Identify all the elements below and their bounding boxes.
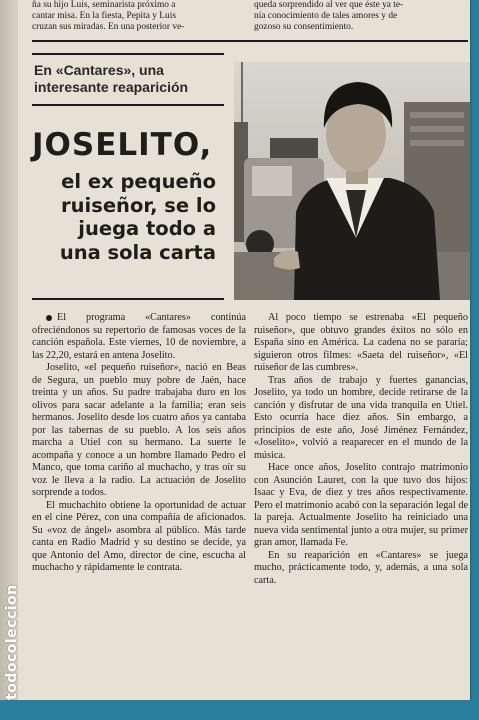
- top-right-line: queda sorprendido al ver que éste ya te-: [254, 0, 404, 10]
- top-left-column: [32, 0, 244, 34]
- top-right-line: gozoso su consentimiento.: [254, 22, 354, 33]
- bullet-icon: [46, 315, 52, 321]
- top-right-column: [254, 0, 468, 34]
- body-paragraph: El muchachito obtiene la oportunidad de actuar en el cine Pérez, con una compañía de aficionados. Su «voz de ángel» asombra al público. Más tarde canta en Radio Madrid y su destino se decide, ya que Antonio del Amo, director de cine, escucha al muchacho y rápidamente le contrata.: [32, 499, 246, 573]
- top-left-line: cantar misa. En la fiesta, Pepita y Luis: [32, 11, 176, 22]
- article-subheadline: el ex pequeño ruiseñor, se lo juega todo a una sola carta: [59, 170, 216, 264]
- background-strip: [0, 700, 479, 720]
- body-paragraph: En su reaparición en «Cantares» se juega mucho, prácticamente todo, y, además, a una sola carta.: [254, 549, 468, 586]
- top-left-line: cruzan sus miradas. En una posterior ve-: [32, 22, 185, 33]
- watermark-text: todocoleccion: [4, 584, 20, 700]
- newspaper-page: [18, 0, 470, 700]
- article-kicker: En «Cantares», una interesante reaparición: [34, 62, 189, 95]
- body-paragraph: Joselito, «el pequeño ruiseñor», nació en Beas de Segura, un pueblo muy pobre de Jaén, hace treinta y un años. Su padre trabajaba duro en los olivos para sacar adelante a la familia; eran seis hermanos. Joselito desde los cuatro años ya cantaba por las tabernas de su pueblo. A los seis años marcha a Utiel con su hermano. La suerte le acompaña y conoce a un hombre llamado Pedro el Manco, que toma cariño al muchacho, y tras oír su voz le lleva a la radio. La actuación de Joselito sorprende a todos.: [32, 362, 246, 498]
- body-paragraph: Tras años de trabajo y fuertes ganancias, Joselito, ya todo un hombre, decide retirarse de la canción y disfrutar de una vida tranquila en Utiel. Esto ocurría hace diez años. Sin embargo, a principios de este año, José Jiménez Fernández, «Joselito», volvió a reaparecer en el mundo de la música.: [254, 374, 468, 461]
- body-paragraph-text: El programa «Cantares» continúa ofreciéndonos su repertorio de famosas voces de la canción española. Este viernes, 10 de noviembre, a las 22,20, estará en antena Joselito.: [32, 312, 246, 361]
- headline-rule: [32, 298, 224, 300]
- top-left-line: ña su hijo Luis, seminarista próximo a: [32, 0, 176, 10]
- section-divider: [32, 40, 468, 42]
- kicker-rule-bottom: [32, 104, 224, 106]
- article-body-left: [32, 312, 246, 575]
- body-paragraph: Al poco tiempo se estrenaba «El pequeño ruiseñor», que obtuvo grandes éxitos no sólo en España sino en América. La cadena no se pararía; siguieron otros filmes: «Saeta del ruiseñor», «El ruiseñor de las cumbres».: [254, 312, 468, 373]
- body-paragraph: [32, 312, 246, 362]
- joselito-photo: [234, 62, 470, 300]
- kicker-rule-top: [32, 53, 224, 55]
- article-headline: JOSELITO,: [32, 127, 213, 163]
- photo-illustration: [234, 62, 470, 300]
- body-paragraph: Hace once años, Joselito contrajo matrimonio con Asunción Lauret, con la que tuvo dos hijos: Isaac y Eva, de diez y tres años respectivamente. Pero el matrimonio acabó con la separación legal de la pareja. Actualmente Joselito ha reiniciado una nueva vida sentimental junto a otra mujer, su primer gran amor, llamada Fe.: [254, 462, 468, 548]
- top-right-line: nía conocimiento de tales amores y de: [254, 11, 398, 22]
- article-body-right: [254, 312, 468, 587]
